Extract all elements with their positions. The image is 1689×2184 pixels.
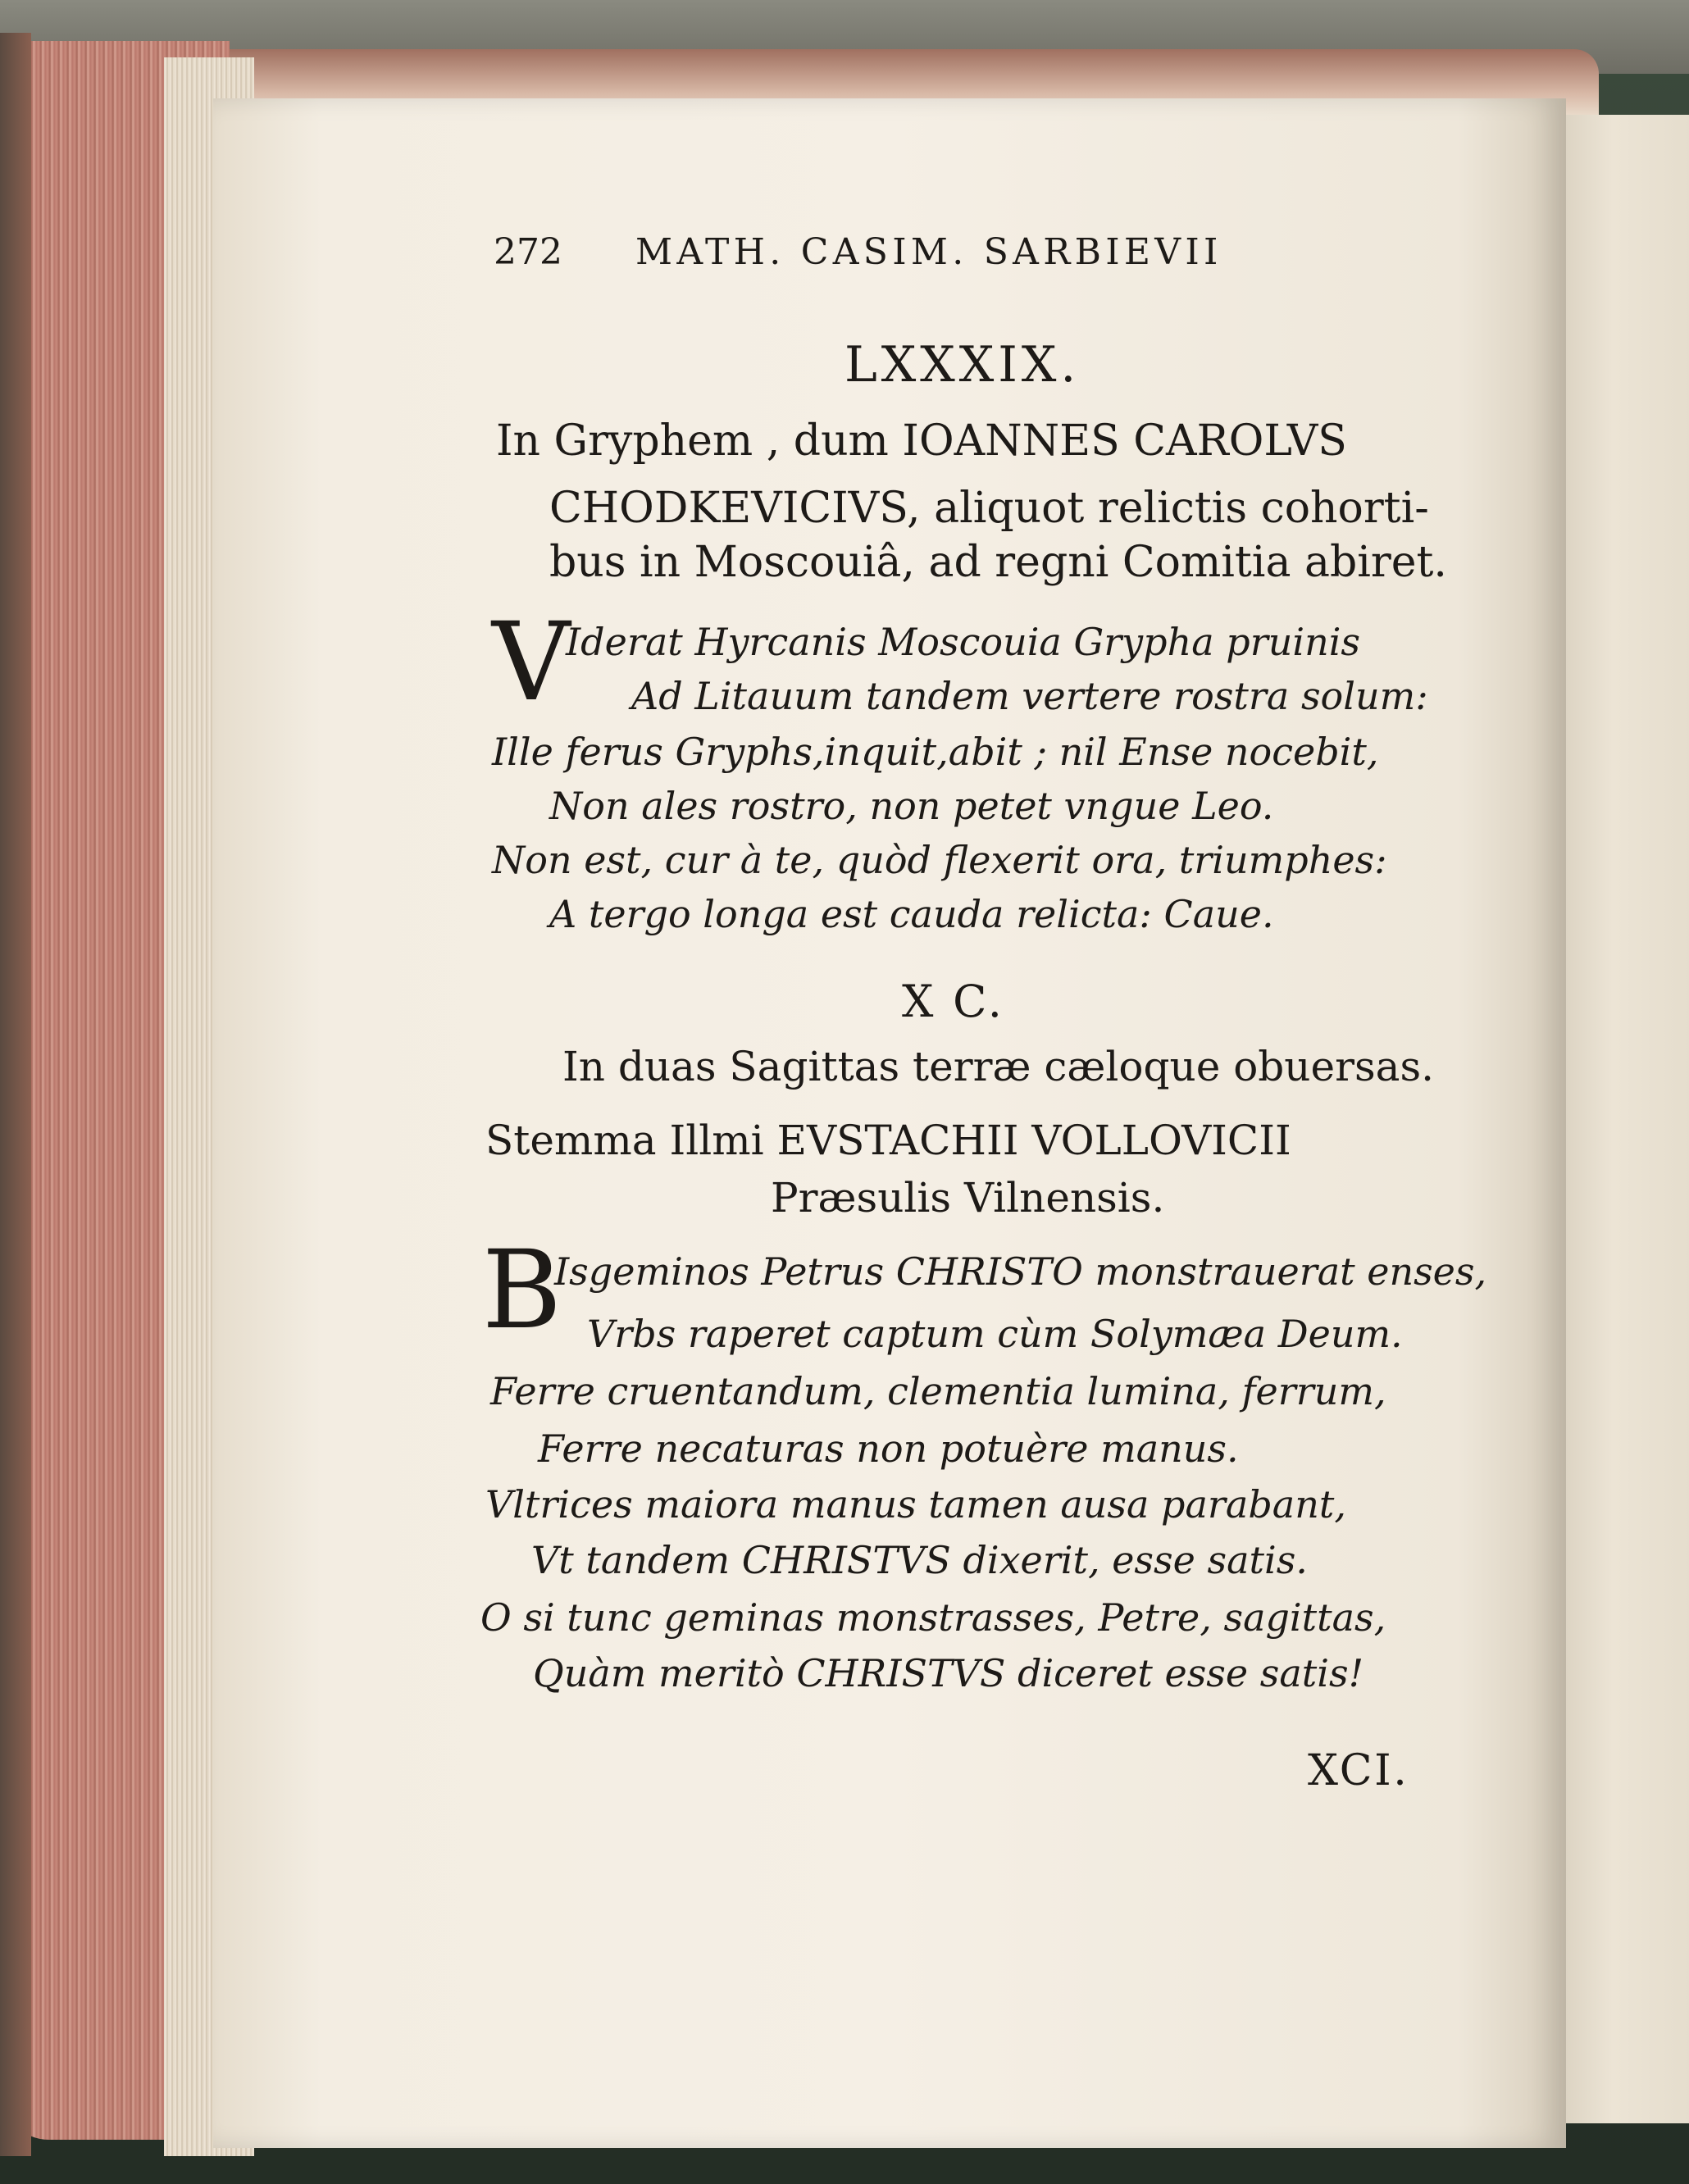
verse-line: Ferre cruentandum, clementia lumina, ferrum,	[490, 1369, 1386, 1413]
running-title: MATH. CASIM. SARBIEVII	[635, 231, 1222, 273]
verse-line: Iderat Hyrcanis Moscouia Grypha pruinis	[566, 620, 1361, 664]
verse-line: O si tunc geminas monstrasses, Petre, sagittas,	[480, 1595, 1386, 1640]
epigram-title-line: In Gryphem , dum IOANNES CAROLVS	[496, 416, 1347, 466]
verse-line: Ad Litauum tandem vertere rostra solum:	[631, 674, 1428, 718]
verse-line: Isgeminos Petrus CHRISTO monstrauerat enses,	[554, 1249, 1487, 1294]
epigram-title-line: bus in Moscouiâ, ad regni Comitia abiret.	[549, 538, 1447, 587]
verse-line: Vt tandem CHRISTVS dixerit, esse satis.	[531, 1538, 1308, 1582]
verse-line: Non ales rostro, non petet vngue Leo.	[549, 784, 1274, 828]
catchword: XCI.	[1308, 1746, 1409, 1795]
epigram-number: X C.	[902, 976, 1005, 1027]
verse-line: Vrbs raperet captum cùm Solymæa Deum.	[587, 1312, 1403, 1356]
page-number: 272	[494, 231, 562, 273]
epigram-title-line: CHODKEVICIVS, aliquot relictis cohorti-	[549, 484, 1429, 533]
verse-line: Ille ferus Gryphs,inquit,abit ; nil Ense nocebit,	[492, 730, 1379, 774]
verse-line: Vltrices maiora manus tamen ausa parabant,	[485, 1482, 1346, 1527]
verse-line: Non est, cur à te, quòd flexerit ora, triumphes:	[492, 838, 1387, 882]
facing-page	[1554, 115, 1689, 2123]
drop-cap: B	[482, 1227, 562, 1354]
drop-cap: V	[492, 599, 571, 726]
epigram-subtitle-line: Stemma Illmi EVSTACHII VOLLOVICII	[485, 1117, 1291, 1164]
verse-line: Ferre necaturas non potuère manus.	[538, 1426, 1239, 1471]
epigram-title-line: In duas Sagittas terræ cæloque obuersas.	[562, 1043, 1435, 1090]
book-cover-edge	[0, 33, 31, 2156]
verse-line: A tergo longa est cauda relicta: Caue.	[549, 892, 1274, 936]
epigram-subtitle-line: Præsulis Vilnensis.	[771, 1174, 1165, 1222]
verse-line: Quàm meritò CHRISTVS diceret esse satis!	[533, 1651, 1364, 1695]
epigram-number: LXXXIX.	[844, 336, 1081, 394]
